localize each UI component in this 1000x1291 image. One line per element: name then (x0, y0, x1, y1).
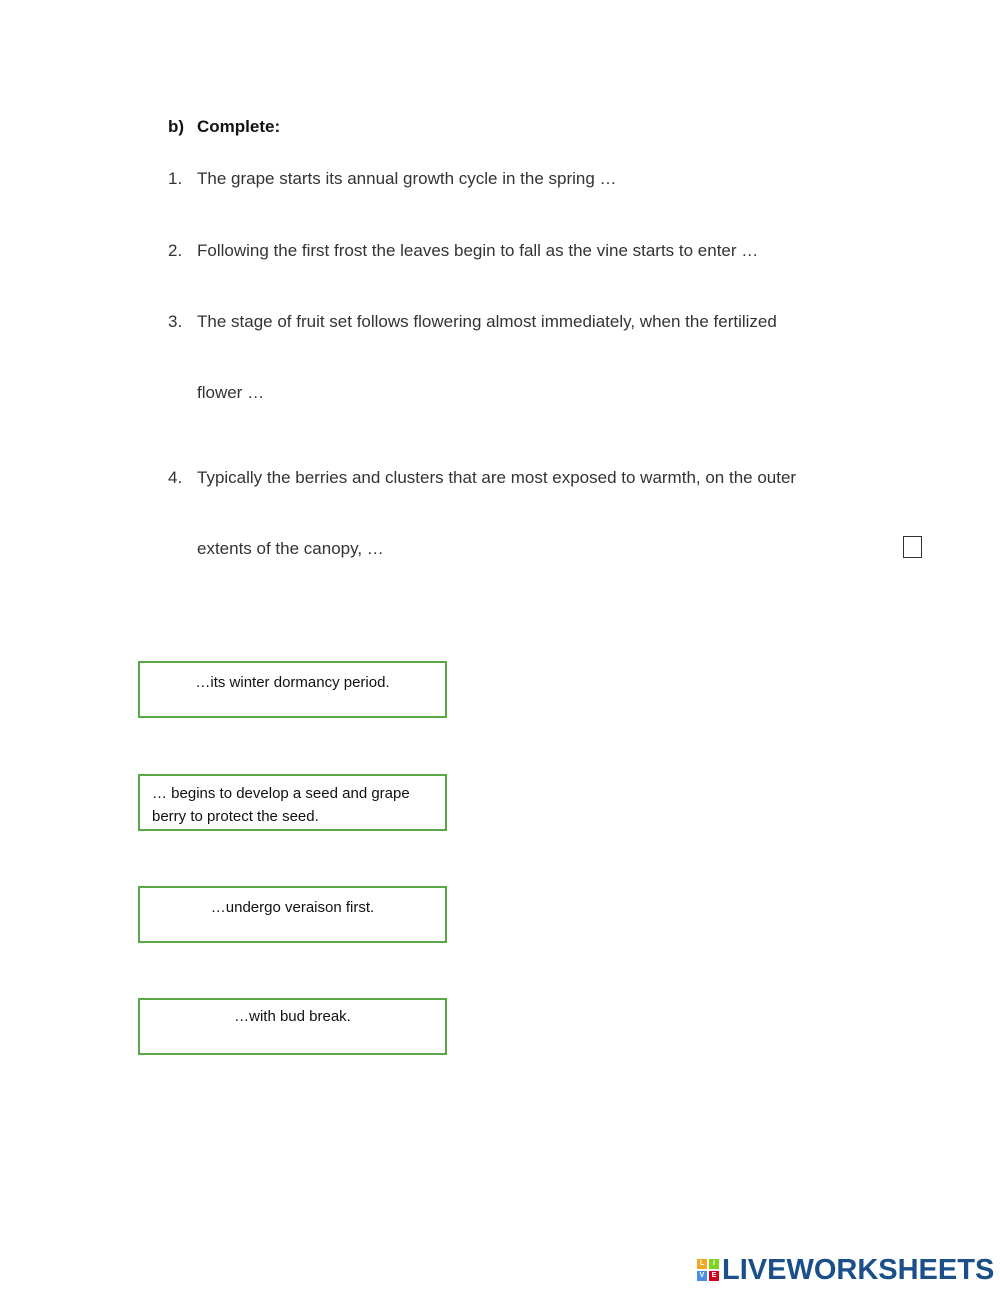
question-number: 1. (168, 169, 183, 188)
question-3 (168, 312, 777, 332)
question-number: 4. (168, 468, 183, 487)
question-text: Typically the berries and clusters that are most exposed to warmth, on the outer (197, 468, 797, 487)
answer-option-1[interactable]: …its winter dormancy period. (138, 661, 447, 718)
question-number: 2. (168, 241, 183, 260)
section-letter: b) (168, 117, 185, 136)
answer-option-2[interactable]: … begins to develop a seed and grape berry to protect the seed. (138, 774, 447, 831)
question-4-continuation: extents of the canopy, … (197, 539, 384, 558)
section-title: Complete: (197, 117, 281, 136)
question-text: The stage of fruit set follows flowering almost immediately, when the fertilized (197, 312, 777, 331)
question-2 (168, 241, 758, 261)
question-text: Following the first frost the leaves begin to fall as the vine starts to enter … (197, 241, 759, 260)
answer-option-3[interactable]: …undergo veraison first. (138, 886, 447, 943)
logo-letter: L (697, 1259, 707, 1269)
answer-option-4[interactable]: …with bud break. (138, 998, 447, 1055)
question-text: The grape starts its annual growth cycle in the spring … (197, 169, 617, 188)
logo-grid-icon (697, 1259, 719, 1281)
question-3-continuation: flower … (197, 383, 265, 402)
question-1 (168, 169, 617, 189)
question-number: 3. (168, 312, 183, 331)
liveworksheets-logo (697, 1255, 994, 1285)
logo-text: LIVEWORKSHEETS (722, 1253, 995, 1286)
section-heading (168, 117, 280, 137)
answer-checkbox[interactable] (903, 536, 922, 558)
question-4 (168, 468, 796, 488)
logo-letter: E (709, 1271, 719, 1281)
logo-letter: I (709, 1259, 719, 1269)
logo-letter: V (697, 1271, 707, 1281)
